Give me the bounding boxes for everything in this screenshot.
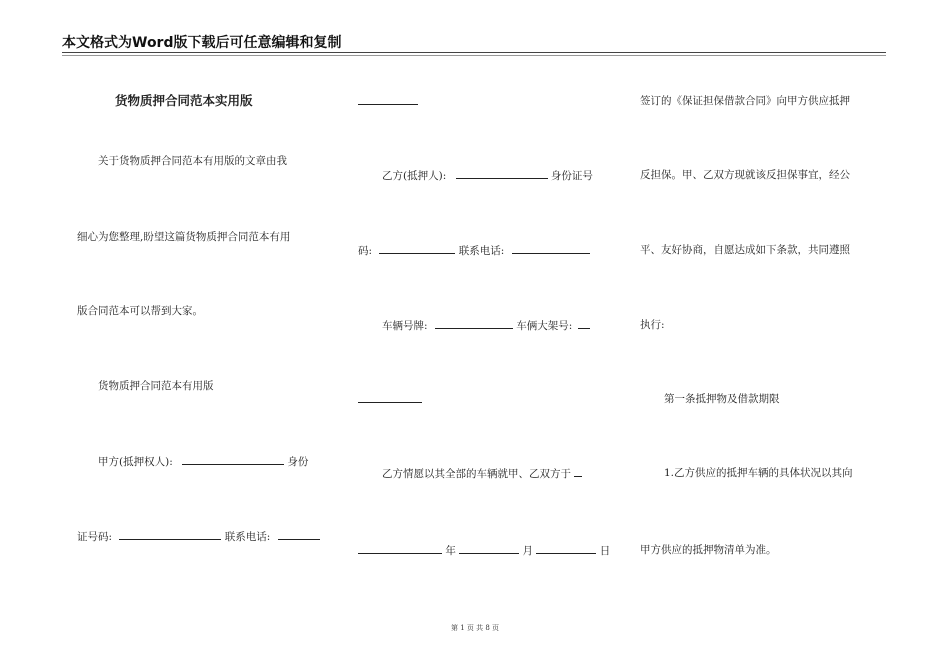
document-title: 货物质押合同范本实用版 <box>115 93 253 108</box>
code-blank <box>379 243 455 254</box>
frame-label: 车俩大架号: <box>516 320 573 332</box>
day-label: 日 <box>599 545 611 557</box>
id-number-blank <box>119 529 221 540</box>
party-b-line <box>382 168 593 183</box>
blank-line-top <box>358 94 418 109</box>
code-label: 码: <box>358 245 373 257</box>
body-line-2: 反担保。甲、乙双方现就该反担保事宜，经公 <box>640 169 850 181</box>
year-label: 年 <box>445 545 456 557</box>
frame-continued-blank <box>358 392 422 403</box>
contact-blank <box>278 529 320 540</box>
id-number-label: 证号码: <box>77 531 113 543</box>
article-1-line-2: 甲方供应的抵押物清单为准。 <box>640 544 777 556</box>
party-a-line <box>98 454 308 469</box>
year-blank <box>358 543 442 554</box>
party-b-contact-blank <box>512 243 590 254</box>
document-banner: 本文格式为Word版下载后可任意编辑和复制 <box>62 35 342 51</box>
party-b-label: 乙方(抵押人): <box>382 170 447 182</box>
article-1-line-1: 1.乙方供应的抵押车辆的具体状况以其向 <box>664 467 853 479</box>
body-line-4: 执行: <box>640 319 665 331</box>
contact-label: 联系电话: <box>224 531 271 543</box>
date-line <box>358 543 610 558</box>
party-a-label: 甲方(抵押权人): <box>98 456 173 468</box>
frame-blank-line <box>358 392 422 407</box>
party-a-id-label: 身份 <box>287 456 309 468</box>
party-b-name-blank <box>456 168 548 179</box>
plate-blank <box>435 318 513 329</box>
month-blank <box>459 543 519 554</box>
month-label: 月 <box>522 545 534 557</box>
party-b-contact-label: 联系电话: <box>458 245 505 257</box>
agreement-line <box>382 466 582 481</box>
page-number: 第 1 页 共 8 页 <box>450 624 500 632</box>
vehicle-line <box>382 318 590 333</box>
party-a-id-line <box>77 529 320 544</box>
body-line-3: 平、友好协商，自愿达成如下条款，共同遵照 <box>640 244 850 256</box>
party-a-name-blank <box>182 454 284 465</box>
agreement-text: 乙方情愿以其全部的车辆就甲、乙双方于 <box>382 468 571 480</box>
intro-line-2: 细心为您整理,盼望这篇货物质押合同范本有用 <box>77 231 291 243</box>
day-blank <box>536 543 596 554</box>
section-subtitle: 货物质押合同范本有用版 <box>98 380 214 392</box>
continued-blank <box>358 94 418 105</box>
article-1-title: 第一条抵押物及借款期限 <box>664 393 780 405</box>
header-divider <box>62 52 886 53</box>
body-line-1: 签订的《保证担保借款合同》向甲方供应抵押 <box>640 95 850 107</box>
plate-label: 车辆号牌: <box>382 320 428 332</box>
frame-blank <box>578 318 590 329</box>
header-divider-secondary <box>62 55 886 56</box>
intro-line-3: 版合同范本可以帮到大家。 <box>77 305 203 317</box>
intro-line-1: 关于货物质押合同范本有用版的文章由我 <box>98 155 287 167</box>
party-b-code-line <box>358 243 590 258</box>
party-b-id-label: 身份证号 <box>550 170 593 182</box>
agreement-blank <box>574 466 582 477</box>
